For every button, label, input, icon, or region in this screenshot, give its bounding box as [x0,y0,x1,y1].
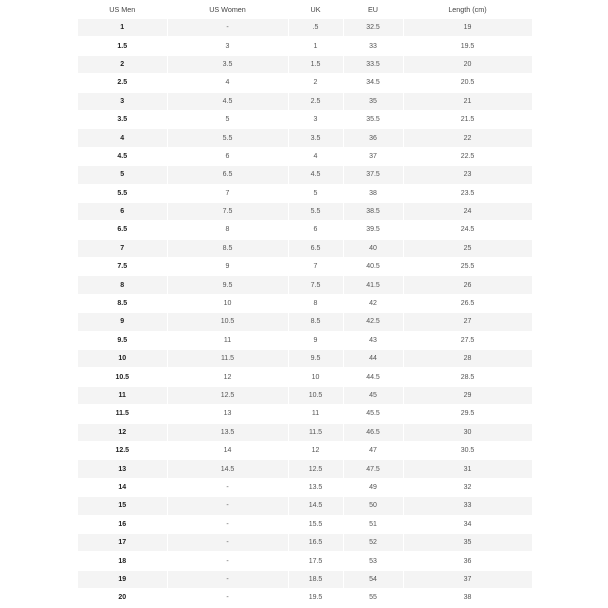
cell-us-women: 12.5 [167,386,288,404]
cell-uk: 4 [288,147,343,165]
cell-length-cm: 21.5 [403,110,532,128]
table-row [78,221,532,239]
cell-eu: 33 [343,37,403,55]
cell-uk: 3.5 [288,129,343,147]
table-row [78,258,532,276]
cell-uk: 2 [288,74,343,92]
cell-length-cm: 36 [403,552,532,570]
cell-eu: 51 [343,515,403,533]
cell-length-cm: 29 [403,386,532,404]
table-row [78,37,532,55]
cell-us-men: 10.5 [78,368,167,386]
cell-eu: 35 [343,92,403,110]
table-row [78,552,532,570]
cell-eu: 40.5 [343,258,403,276]
cell-us-men: 19 [78,570,167,588]
cell-length-cm: 33 [403,497,532,515]
cell-us-women: 11 [167,331,288,349]
cell-us-men: 11.5 [78,405,167,423]
cell-us-women: 7.5 [167,202,288,220]
table-row [78,74,532,92]
cell-us-women: 8 [167,221,288,239]
cell-us-men: 12 [78,423,167,441]
cell-length-cm: 31 [403,460,532,478]
cell-length-cm: 22.5 [403,147,532,165]
cell-us-men: 3 [78,92,167,110]
table-row [78,570,532,588]
cell-us-women: 9.5 [167,276,288,294]
cell-us-women: 11.5 [167,350,288,368]
cell-us-men: 15 [78,497,167,515]
cell-us-men: 16 [78,515,167,533]
cell-length-cm: 26 [403,276,532,294]
cell-length-cm: 25 [403,239,532,257]
cell-uk: 4.5 [288,166,343,184]
table-row [78,19,532,37]
cell-us-women: 7 [167,184,288,202]
cell-us-men: 20 [78,589,167,607]
cell-uk: 5.5 [288,202,343,220]
cell-length-cm: 27.5 [403,331,532,349]
cell-length-cm: 26.5 [403,294,532,312]
cell-eu: 34.5 [343,74,403,92]
cell-eu: 37 [343,147,403,165]
cell-us-women: - [167,19,288,37]
cell-eu: 38 [343,184,403,202]
cell-length-cm: 29.5 [403,405,532,423]
cell-uk: 13.5 [288,478,343,496]
cell-us-women: 8.5 [167,239,288,257]
cell-uk: 18.5 [288,570,343,588]
cell-us-men: 17 [78,533,167,551]
cell-us-women: 4 [167,74,288,92]
table-row [78,460,532,478]
cell-uk: .5 [288,19,343,37]
table-row [78,147,532,165]
cell-us-women: 14 [167,441,288,459]
cell-eu: 44 [343,350,403,368]
cell-uk: 11.5 [288,423,343,441]
cell-us-men: 2.5 [78,74,167,92]
cell-length-cm: 30.5 [403,441,532,459]
cell-uk: 14.5 [288,497,343,515]
cell-us-men: 2 [78,55,167,73]
table-row [78,515,532,533]
cell-eu: 46.5 [343,423,403,441]
cell-uk: 16.5 [288,533,343,551]
cell-us-women: 10 [167,294,288,312]
cell-us-men: 1.5 [78,37,167,55]
cell-uk: 12 [288,441,343,459]
cell-uk: 6.5 [288,239,343,257]
table-row [78,129,532,147]
cell-eu: 54 [343,570,403,588]
cell-us-women: 14.5 [167,460,288,478]
cell-eu: 41.5 [343,276,403,294]
cell-uk: 11 [288,405,343,423]
cell-uk: 3 [288,110,343,128]
cell-length-cm: 35 [403,533,532,551]
table-row [78,184,532,202]
cell-length-cm: 28.5 [403,368,532,386]
cell-length-cm: 23 [403,166,532,184]
cell-us-women: 6.5 [167,166,288,184]
cell-us-men: 5.5 [78,184,167,202]
cell-eu: 38.5 [343,202,403,220]
cell-us-women: - [167,589,288,607]
cell-eu: 39.5 [343,221,403,239]
table-row [78,533,532,551]
cell-uk: 1 [288,37,343,55]
cell-uk: 19.5 [288,589,343,607]
cell-length-cm: 24.5 [403,221,532,239]
table-row [78,497,532,515]
cell-us-men: 7.5 [78,258,167,276]
cell-us-women: 3 [167,37,288,55]
cell-eu: 53 [343,552,403,570]
table-row [78,313,532,331]
table-row [78,294,532,312]
table-row [78,166,532,184]
cell-us-men: 3.5 [78,110,167,128]
column-header-us-men: US Men [78,0,167,19]
cell-uk: 9 [288,331,343,349]
cell-eu: 49 [343,478,403,496]
cell-us-women: - [167,497,288,515]
cell-length-cm: 27 [403,313,532,331]
cell-eu: 52 [343,533,403,551]
cell-length-cm: 21 [403,92,532,110]
cell-eu: 42 [343,294,403,312]
column-header-eu: EU [343,0,403,19]
cell-us-women: 5.5 [167,129,288,147]
table-row [78,55,532,73]
cell-length-cm: 24 [403,202,532,220]
cell-us-men: 8.5 [78,294,167,312]
table-row [78,202,532,220]
cell-length-cm: 20 [403,55,532,73]
cell-uk: 7 [288,258,343,276]
cell-eu: 50 [343,497,403,515]
cell-us-women: 10.5 [167,313,288,331]
cell-eu: 45.5 [343,405,403,423]
cell-length-cm: 20.5 [403,74,532,92]
cell-uk: 1.5 [288,55,343,73]
cell-us-men: 5 [78,166,167,184]
table-row [78,478,532,496]
cell-length-cm: 22 [403,129,532,147]
cell-eu: 40 [343,239,403,257]
cell-eu: 37.5 [343,166,403,184]
cell-us-men: 9 [78,313,167,331]
cell-uk: 10 [288,368,343,386]
cell-us-men: 12.5 [78,441,167,459]
cell-uk: 2.5 [288,92,343,110]
cell-us-men: 9.5 [78,331,167,349]
cell-length-cm: 19.5 [403,37,532,55]
cell-eu: 36 [343,129,403,147]
cell-length-cm: 34 [403,515,532,533]
column-header-length-cm: Length (cm) [403,0,532,19]
cell-eu: 47.5 [343,460,403,478]
cell-uk: 6 [288,221,343,239]
cell-us-men: 6.5 [78,221,167,239]
table-row [78,423,532,441]
cell-us-men: 13 [78,460,167,478]
cell-us-men: 6 [78,202,167,220]
cell-uk: 7.5 [288,276,343,294]
table-row [78,331,532,349]
table-row [78,92,532,110]
cell-eu: 47 [343,441,403,459]
cell-us-women: - [167,478,288,496]
cell-uk: 8 [288,294,343,312]
cell-eu: 32.5 [343,19,403,37]
table-row [78,350,532,368]
cell-uk: 12.5 [288,460,343,478]
cell-eu: 35.5 [343,110,403,128]
cell-uk: 17.5 [288,552,343,570]
cell-eu: 45 [343,386,403,404]
cell-us-men: 8 [78,276,167,294]
cell-length-cm: 37 [403,570,532,588]
cell-us-men: 11 [78,386,167,404]
cell-length-cm: 23.5 [403,184,532,202]
cell-us-women: 5 [167,110,288,128]
cell-us-men: 14 [78,478,167,496]
cell-us-women: 6 [167,147,288,165]
cell-us-men: 18 [78,552,167,570]
cell-length-cm: 25.5 [403,258,532,276]
cell-us-women: 13.5 [167,423,288,441]
header-row [78,0,532,19]
cell-uk: 5 [288,184,343,202]
cell-us-men: 4.5 [78,147,167,165]
cell-us-women: 12 [167,368,288,386]
cell-us-women: 13 [167,405,288,423]
cell-length-cm: 19 [403,19,532,37]
column-header-us-women: US Women [167,0,288,19]
cell-uk: 15.5 [288,515,343,533]
cell-us-men: 10 [78,350,167,368]
cell-us-women: - [167,533,288,551]
cell-eu: 33.5 [343,55,403,73]
cell-us-women: 9 [167,258,288,276]
table-row [78,110,532,128]
size-chart-table [78,0,533,608]
cell-uk: 9.5 [288,350,343,368]
table-row [78,405,532,423]
cell-us-women: 3.5 [167,55,288,73]
cell-eu: 55 [343,589,403,607]
cell-us-men: 4 [78,129,167,147]
cell-us-men: 7 [78,239,167,257]
cell-length-cm: 38 [403,589,532,607]
column-header-uk: UK [288,0,343,19]
size-table-body [78,19,532,608]
cell-us-women: - [167,570,288,588]
cell-length-cm: 32 [403,478,532,496]
cell-uk: 10.5 [288,386,343,404]
cell-us-women: - [167,515,288,533]
cell-uk: 8.5 [288,313,343,331]
cell-us-men: 1 [78,19,167,37]
cell-eu: 43 [343,331,403,349]
table-row [78,368,532,386]
table-row [78,239,532,257]
cell-length-cm: 30 [403,423,532,441]
table-row [78,276,532,294]
cell-us-women: - [167,552,288,570]
table-row [78,441,532,459]
table-row [78,386,532,404]
cell-eu: 42.5 [343,313,403,331]
table-row [78,589,532,607]
cell-length-cm: 28 [403,350,532,368]
cell-eu: 44.5 [343,368,403,386]
cell-us-women: 4.5 [167,92,288,110]
